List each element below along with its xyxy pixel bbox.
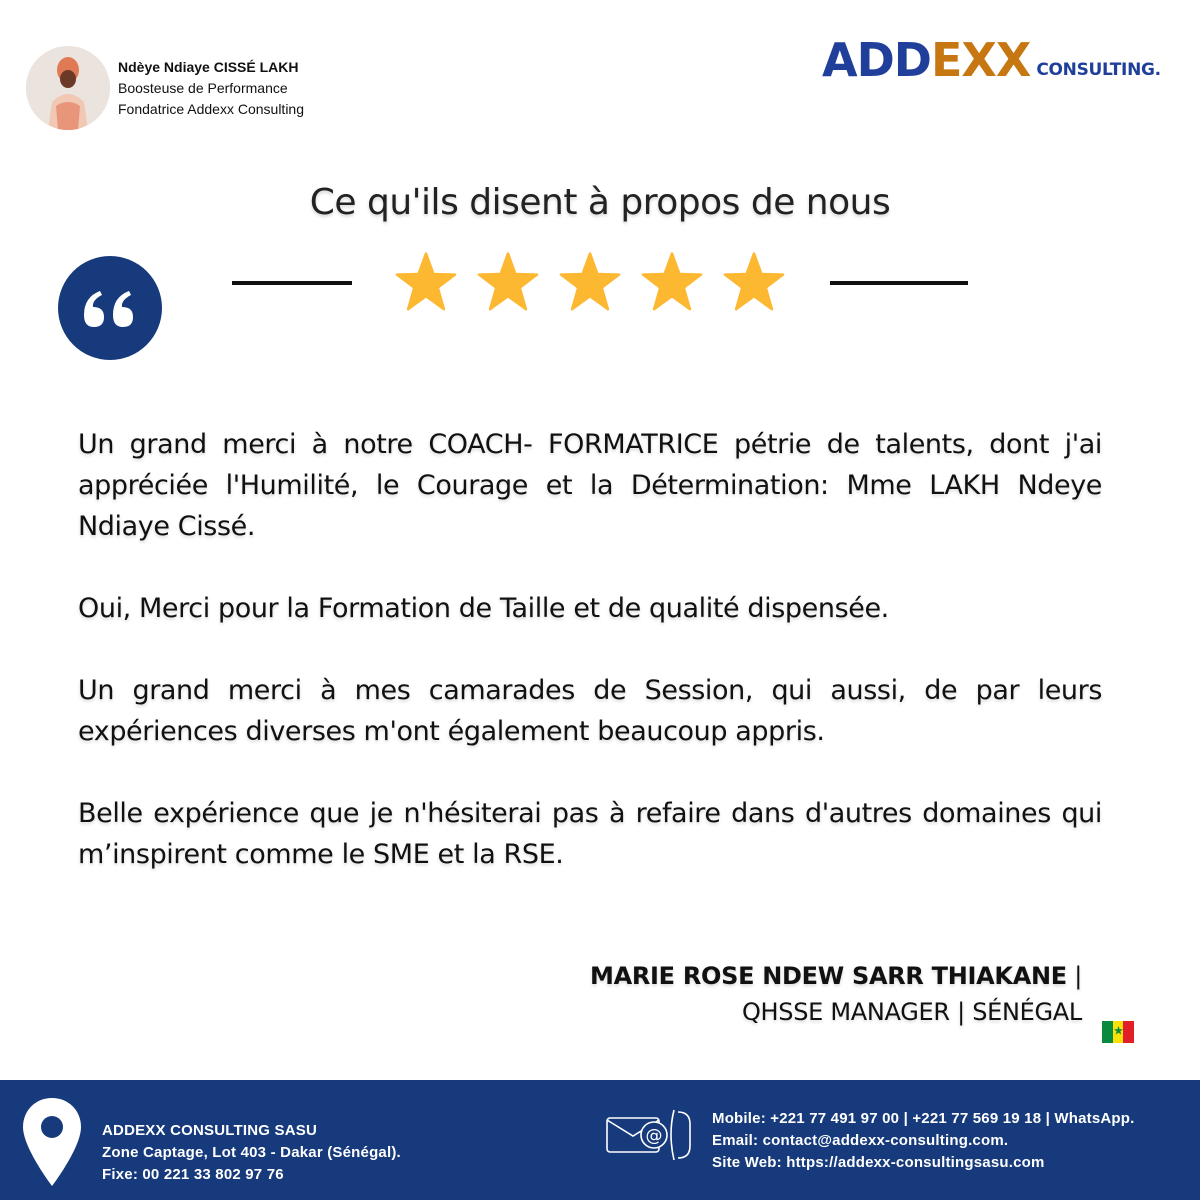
addexx-logo <box>822 33 1161 87</box>
quote-icon <box>80 285 140 331</box>
author-name: MARIE ROSE NDEW SARR THIAKANE <box>590 962 1067 990</box>
senegal-flag-icon <box>1102 1021 1134 1043</box>
star-icon <box>559 251 621 313</box>
company-address: Zone Captage, Lot 403 - Dakar (Sénégal). <box>102 1144 401 1161</box>
logo-part-exx: EXX <box>930 33 1031 87</box>
divider-left <box>232 281 352 285</box>
star-rating <box>395 251 805 313</box>
testimonial-paragraph: Un grand merci à notre COACH- FORMATRICE pétrie de talents, dont j'ai appréciée l'Humilité, le Courage et la Détermination: Mme LAKH Ndeye Ndiaye Cissé. <box>78 429 1102 542</box>
logo-suffix: CONSULTING. <box>1036 60 1161 80</box>
testimonial-author <box>590 958 1082 1030</box>
profile-role: Boosteuse de Performance <box>118 79 288 96</box>
company-phone: Fixe: 00 221 33 802 97 76 <box>102 1166 284 1183</box>
page-title: Ce qu'ils disent à propos de nous <box>309 182 891 223</box>
profile-card <box>26 46 304 130</box>
footer <box>0 1080 1200 1200</box>
person-photo-icon <box>26 46 110 130</box>
author-separator: | <box>1066 962 1082 990</box>
profile-name: Ndèye Ndiaye CISSÉ LAKH <box>118 58 299 75</box>
avatar <box>26 46 110 130</box>
divider-right <box>830 281 968 285</box>
contact-info <box>712 1108 1135 1174</box>
contact-mobile: Mobile: +221 77 491 97 00 | +221 77 569 19 18 | WhatsApp. <box>712 1110 1135 1127</box>
location-pin-icon <box>20 1096 84 1188</box>
contact-website: Site Web: https://addexx-consultingsasu.com <box>712 1154 1045 1171</box>
company-info <box>102 1120 401 1186</box>
testimonial-paragraph: Belle expérience que je n'hésiterai pas à refaire dans d'autres domaines qui m’inspirent comme le SME et la RSE. <box>78 798 1102 870</box>
logo-part-add: ADD <box>822 33 931 87</box>
author-details: QHSSE MANAGER | SÉNÉGAL <box>741 998 1082 1026</box>
quote-badge <box>58 256 162 360</box>
star-icon <box>723 251 785 313</box>
star-icon <box>395 251 457 313</box>
svg-text:@: @ <box>645 1126 663 1146</box>
star-icon <box>477 251 539 313</box>
profile-org: Fondatrice Addexx Consulting <box>118 100 304 117</box>
testimonial-paragraph: Un grand merci à mes camarades de Session, qui aussi, de par leurs expériences diverses m'ont également beaucoup appris. <box>78 675 1102 747</box>
company-name: ADDEXX CONSULTING SASU <box>102 1122 317 1139</box>
testimonial-paragraph: Oui, Merci pour la Formation de Taille et de qualité dispensée. <box>78 593 889 624</box>
contact-email: Email: contact@addexx-consulting.com. <box>712 1132 1009 1149</box>
star-icon <box>641 251 703 313</box>
testimonial-text <box>78 424 1102 875</box>
contact-email-phone-icon <box>604 1106 698 1164</box>
